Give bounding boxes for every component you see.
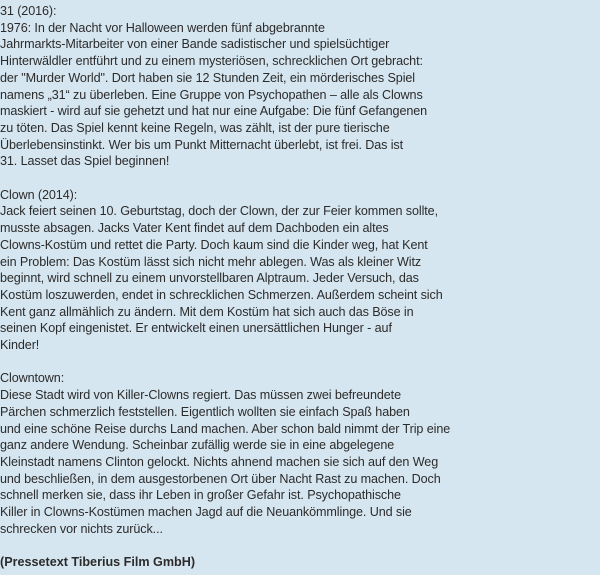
body-line: Hinterwäldler entführt und zu einem mysteriösen, schrecklichen Ort gebracht: — [0, 54, 423, 69]
body-line: Jahrmarkts-Mitarbeiter von einer Bande sadistischer und spielsüchtiger — [0, 37, 390, 52]
body-line: namens „31“ zu überleben. Eine Gruppe von Psychopathen – alle als Clowns — [0, 87, 423, 102]
body-line: der "Murder World". Dort haben sie 12 Stunden Zeit, ein mörderisches Spiel — [0, 70, 416, 85]
body-line: beginnt, wird schnell zu einem unvorstellbaren Alptraum. Jeder Versuch, das — [0, 271, 419, 286]
body-line: und beschließen, in dem ausgestorbenen Ort über Nacht Rast zu machen. Doch — [0, 471, 441, 486]
body-line: Kinder! — [0, 338, 40, 353]
body-line: Clowns-Kostüm und rettet die Party. Doch kaum sind die Kinder weg, hat Kent — [0, 237, 428, 252]
section-31 — [0, 3, 600, 170]
body-line: seinen Kopf eingenistet. Er entwickelt einen unersättlichen Hunger - auf — [0, 321, 392, 336]
section-title: 31 (2016): — [0, 4, 57, 18]
body-line: Diese Stadt wird von Killer-Clowns regiert. Das müssen zwei befreundete — [0, 388, 401, 403]
body-line: und eine schöne Reise durchs Land machen. Aber schon bald nimmt der Trip eine — [0, 421, 451, 436]
body-line: ganz andere Wendung. Scheinbar zufällig werde sie in eine abgelegene — [0, 438, 395, 453]
section-clowntown — [0, 370, 600, 537]
body-line: Pärchen schmerzlich feststellen. Eigentlich wollten sie einfach Spaß haben — [0, 404, 410, 419]
section-title: Clown (2014): — [0, 187, 78, 202]
press-credit: (Pressetext Tiberius Film GmbH) — [0, 555, 196, 570]
section-clown — [0, 187, 600, 354]
body-line: schrecken vor nichts zurück... — [0, 521, 163, 536]
body-line: maskiert - wird auf sie gehetzt und hat nur eine Aufgabe: Die fünf Gefangenen — [0, 104, 428, 119]
body-line: 1976: In der Nacht vor Halloween werden fünf abgebrannte — [0, 20, 325, 35]
body-line: ein Problem: Das Kostüm lässt sich nicht mehr ablegen. Was als kleiner Witz — [0, 254, 422, 269]
section-title: Clowntown: — [0, 371, 65, 386]
body-line: Kostüm loszuwerden, endet in schrecklichen Schmerzen. Außerdem scheint sich — [0, 287, 443, 302]
body-line: Kleinstadt namens Clinton gelockt. Nichts ahnend machen sie sich auf den Weg — [0, 454, 439, 469]
body-line: Überlebensinstinkt. Wer bis um Punkt Mitternacht überlebt, ist frei. Das ist — [0, 137, 404, 152]
body-line: Killer in Clowns-Kostümen machen Jagd auf die Neuankömmlinge. Und sie — [0, 505, 412, 520]
body-line: Jack feiert seinen 10. Geburtstag, doch der Clown, der zur Feier kommen sollte, — [0, 204, 438, 219]
body-line: Kent ganz allmählich zu ändern. Mit dem Kostüm hat sich auch das Böse in — [0, 304, 414, 319]
body-line: zu töten. Das Spiel kennt keine Regeln, was zählt, ist der pure tierische — [0, 120, 390, 135]
body-line: musste absagen. Jacks Vater Kent findet auf dem Dachboden ein altes — [0, 221, 389, 236]
body-line: 31. Lasset das Spiel beginnen! — [0, 154, 170, 169]
body-line: schnell merken sie, dass ihr Leben in großer Gefahr ist. Psychopathische — [0, 488, 401, 503]
